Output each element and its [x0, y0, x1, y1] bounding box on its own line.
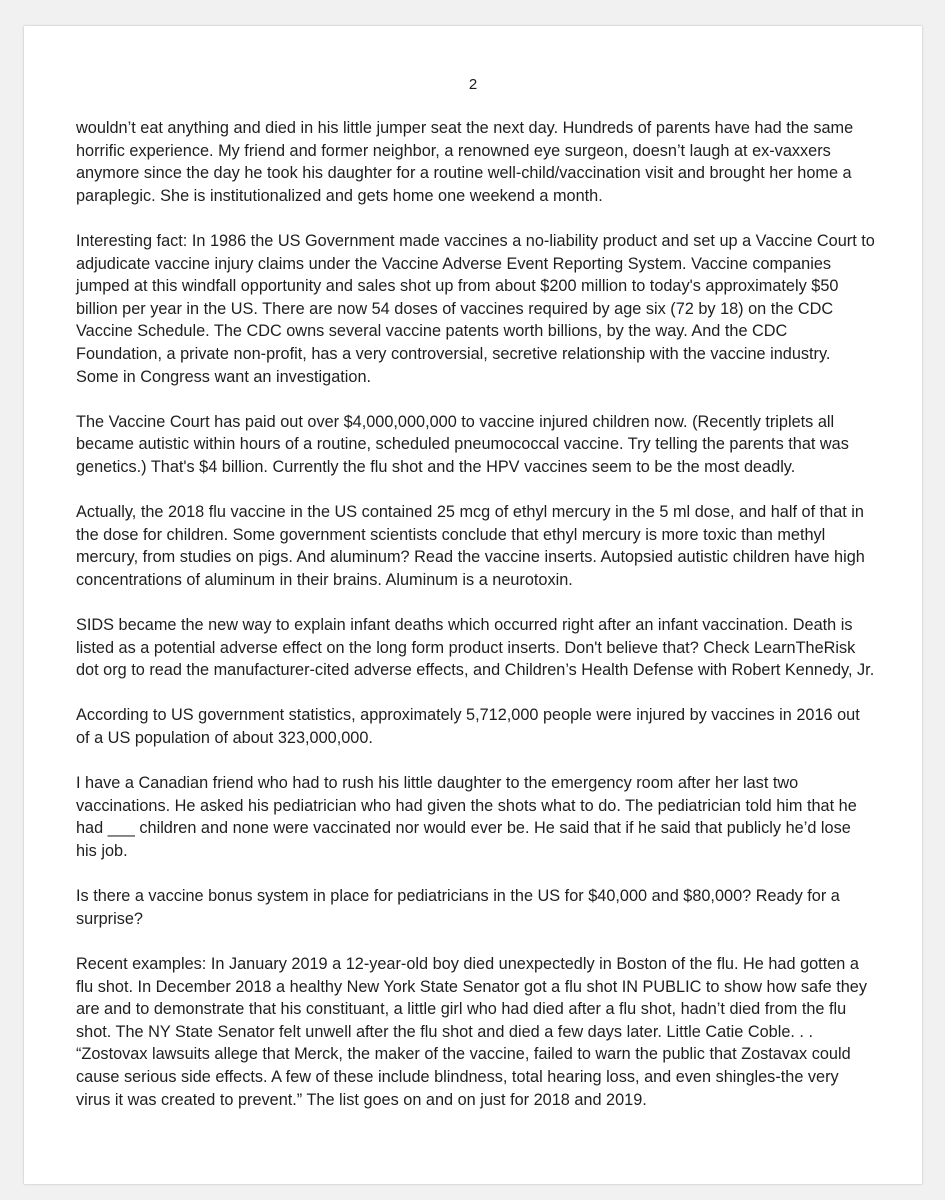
paragraph: Interesting fact: In 1986 the US Government made vaccines a no-liability product and set up a Vaccine Court to adjudicate vaccine injury claims under the Vaccine Adverse Event Reporting System. Vaccine companies jumped at this windfall opportunity and sales shot up from about $200 million to today's approximately $50 billion per year in the US. There are now 54 doses of vaccines required by age six (72 by 18) on the CDC Vaccine Schedule. The CDC owns several vaccine patents worth billions, by the way. And the CDC Foundation, a private non-profit, has a very controversial, secretive relationship with the vaccine industry. Some in Congress want an investigation. [76, 231, 875, 386]
paragraph: According to US government statistics, approximately 5,712,000 people were injured by vaccines in 2016 out of a US population of about 323,000,000. [76, 706, 860, 748]
paragraph: The Vaccine Court has paid out over $4,000,000,000 to vaccine injured children now. (Recently triplets all became autistic within hours of a routine, scheduled pneumococcal vaccine. Try telling the parents that was genetics.) That's $4 billion. Currently the flu shot and the HPV vaccines seem to be the most deadly. [76, 412, 849, 476]
document-page [24, 26, 922, 1184]
paragraph: I have a Canadian friend who had to rush his little daughter to the emergency room after her last two vaccinations. He asked his pediatrician who had given the shots what to do. The pediatrician told him that he had ___ children and none were vaccinated nor would ever be. He said that if he said that publicly he’d lose his job. [76, 774, 857, 860]
paragraph: Actually, the 2018 flu vaccine in the US contained 25 mcg of ethyl mercury in the 5 ml dose, and half of that in the dose for children. Some government scientists conclude that ethyl mercury is more toxic than methyl mercury, from studies on pigs. And aluminum? Read the vaccine inserts. Autopsied autistic children have high concentrations of aluminum in their brains. Aluminum is a neurotoxin. [76, 503, 865, 589]
page-number: 2 [468, 76, 478, 93]
paragraph: Is there a vaccine bonus system in place for pediatricians in the US for $40,000 and $80,000? Ready for a surprise? [76, 887, 840, 928]
paragraph: Recent examples: In January 2019 a 12-year-old boy died unexpectedly in Boston of the flu. He had gotten a flu shot. In December 2018 a healthy New York State Senator got a flu shot IN PUBLIC to show how safe they are and to demonstrate that his constituant, a little girl who had died after a flu shot, hadn’t died from the flu shot. The NY State Senator felt unwell after the flu shot and died a few days later. Little Catie Coble. . . “Zostovax lawsuits allege that Merck, the maker of the vaccine, failed to warn the public that Zostavax could cause serious side effects. A few of these include blindness, total hearing loss, and even shingles-the very virus it was created to prevent.” The list goes on and on just for 2018 and 2019. [76, 954, 867, 1109]
paragraph: wouldn’t eat anything and died in his little jumper seat the next day. Hundreds of parents have had the same horrific experience. My friend and former neighbor, a renowned eye surgeon, doesn’t laugh at ex-vaxxers anymore since the day he took his daughter for a routine well-child/vaccination visit and brought her home a paraplegic. She is institutionalized and gets home one weekend a month. [76, 119, 854, 205]
document-body [76, 117, 876, 1134]
paragraph: SIDS became the new way to explain infant deaths which occurred right after an infant vaccination. Death is listed as a potential adverse effect on the long form product inserts. Don't believe that? Check LearnTheRisk dot org to read the manufacturer-cited adverse effects, and Children’s Health Defense with Robert Kennedy, Jr. [76, 616, 875, 680]
